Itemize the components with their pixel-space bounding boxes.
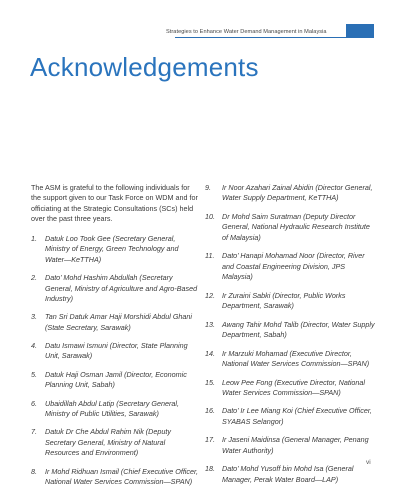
header-accent-bar [346,24,374,38]
list-item [205,406,375,427]
list-item-number: 10. [205,211,215,221]
list-item-number: 4. [31,341,37,351]
list-item-number: 14. [205,348,215,358]
list-item-text: Leow Pee Fong (Executive Director, National Water Services Commission—SPAN) [222,377,366,397]
list-item [31,312,199,333]
left-column [31,183,199,495]
list-item-number: 1. [31,234,37,244]
list-item-text: Ir Mohd Ridhuan Ismail (Chief Executive Officer, National Water Services Commission—SPAN) [45,466,198,486]
list-item-number: 3. [31,312,37,322]
acknowledgement-list-right [205,183,375,485]
list-item [31,427,199,458]
page-number: vi [366,459,371,466]
list-item-text: Dato’ Hanapi Mohamad Noor (Director, River and Coastal Engineering Division, JPS Malaysia) [222,251,365,281]
list-item-number: 16. [205,406,215,416]
list-item-text: Ir Jaseni Maidinsa (General Manager, Penang Water Authority) [222,435,369,455]
list-item [31,273,199,304]
list-item-number: 12. [205,290,215,300]
list-item [205,183,375,204]
list-item [205,349,375,370]
running-header: Strategies to Enhance Water Demand Management in Malaysia [166,29,327,35]
list-item-number: 18. [205,464,215,474]
list-item [205,464,375,485]
list-item-text: Datuk Dr Che Abdul Rahim Nik (Deputy Secretary General, Ministry of Natural Resources and Environment) [45,427,171,458]
acknowledgement-list-left [31,234,199,487]
list-item-number: 15. [205,377,215,387]
list-item-number: 13. [205,319,215,329]
list-item-number: 6. [31,398,37,408]
list-item [31,467,199,488]
list-item-number: 11. [205,251,215,261]
intro-paragraph: The ASM is grateful to the following individuals for the support given to our Task Force on WDM and for officiating at the Strategic Consultations (SCs) held over the past three years. [31,183,198,223]
list-item-number: 17. [205,435,215,445]
list-item-text: Dato’ Mohd Hashim Abdullah (Secretary General, Ministry of Agriculture and Agro-Based Industry) [45,273,198,303]
list-item [205,291,375,312]
list-item-text: Dato’ Mohd Yusoff bin Mohd Isa (General Manager, Perak Water Board—LAP) [222,464,354,484]
page-title: Acknowledgements [30,52,259,82]
list-item [31,234,199,265]
list-item [205,212,375,243]
list-item-text: Dr Mohd Saim Suratman (Deputy Director General, National Hydraulic Research Institute of Malaysia) [222,211,370,242]
list-item [31,341,199,362]
list-item-text: Datuk Loo Took Gee (Secretary General, Ministry of Energy, Green Technology and Water—KeTTHA) [45,234,179,264]
list-item-number: 8. [31,466,37,476]
list-item [205,251,375,282]
header-rule [175,37,373,38]
list-item-number: 7. [31,427,37,437]
list-item-text: Ir Marzuki Mohamad (Executive Director, National Water Services Commission—SPAN) [222,348,370,368]
list-item-text: Dato’ Ir Lee Miang Koi (Chief Executive Officer, SYABAS Selangor) [222,406,372,426]
list-item [205,320,375,341]
list-item-number: 9. [205,183,211,192]
list-item-number: 5. [31,369,37,379]
list-item-text: Datu Ismawi Ismuni (Director, State Planning Unit, Sarawak) [45,341,188,361]
list-item-number: 2. [31,273,37,283]
list-item [31,399,199,420]
list-item-text: Datuk Haji Osman Jamil (Director, Economic Planning Unit, Sabah) [45,369,187,390]
list-item-text: Ir Zuraini Sabki (Director, Public Works Department, Sarawak) [222,290,346,310]
right-column [205,183,375,493]
list-item [205,378,375,399]
list-item [31,370,199,391]
list-item [205,435,375,456]
list-item-text: Ir Noor Azahari Zainal Abidin (Director General, Water Supply Department, KeTTHA) [222,183,373,203]
list-item-text: Awang Tahir Mohd Talib (Director, Water Supply Department, Sabah) [222,319,375,339]
list-item-text: Tan Sri Datuk Amar Haji Morshidi Abdul Ghani (State Secretary, Sarawak) [45,312,193,332]
list-item-text: Ubaidillah Abdul Latip (Secretary General, Ministry of Public Utilities, Sarawak) [45,398,179,418]
